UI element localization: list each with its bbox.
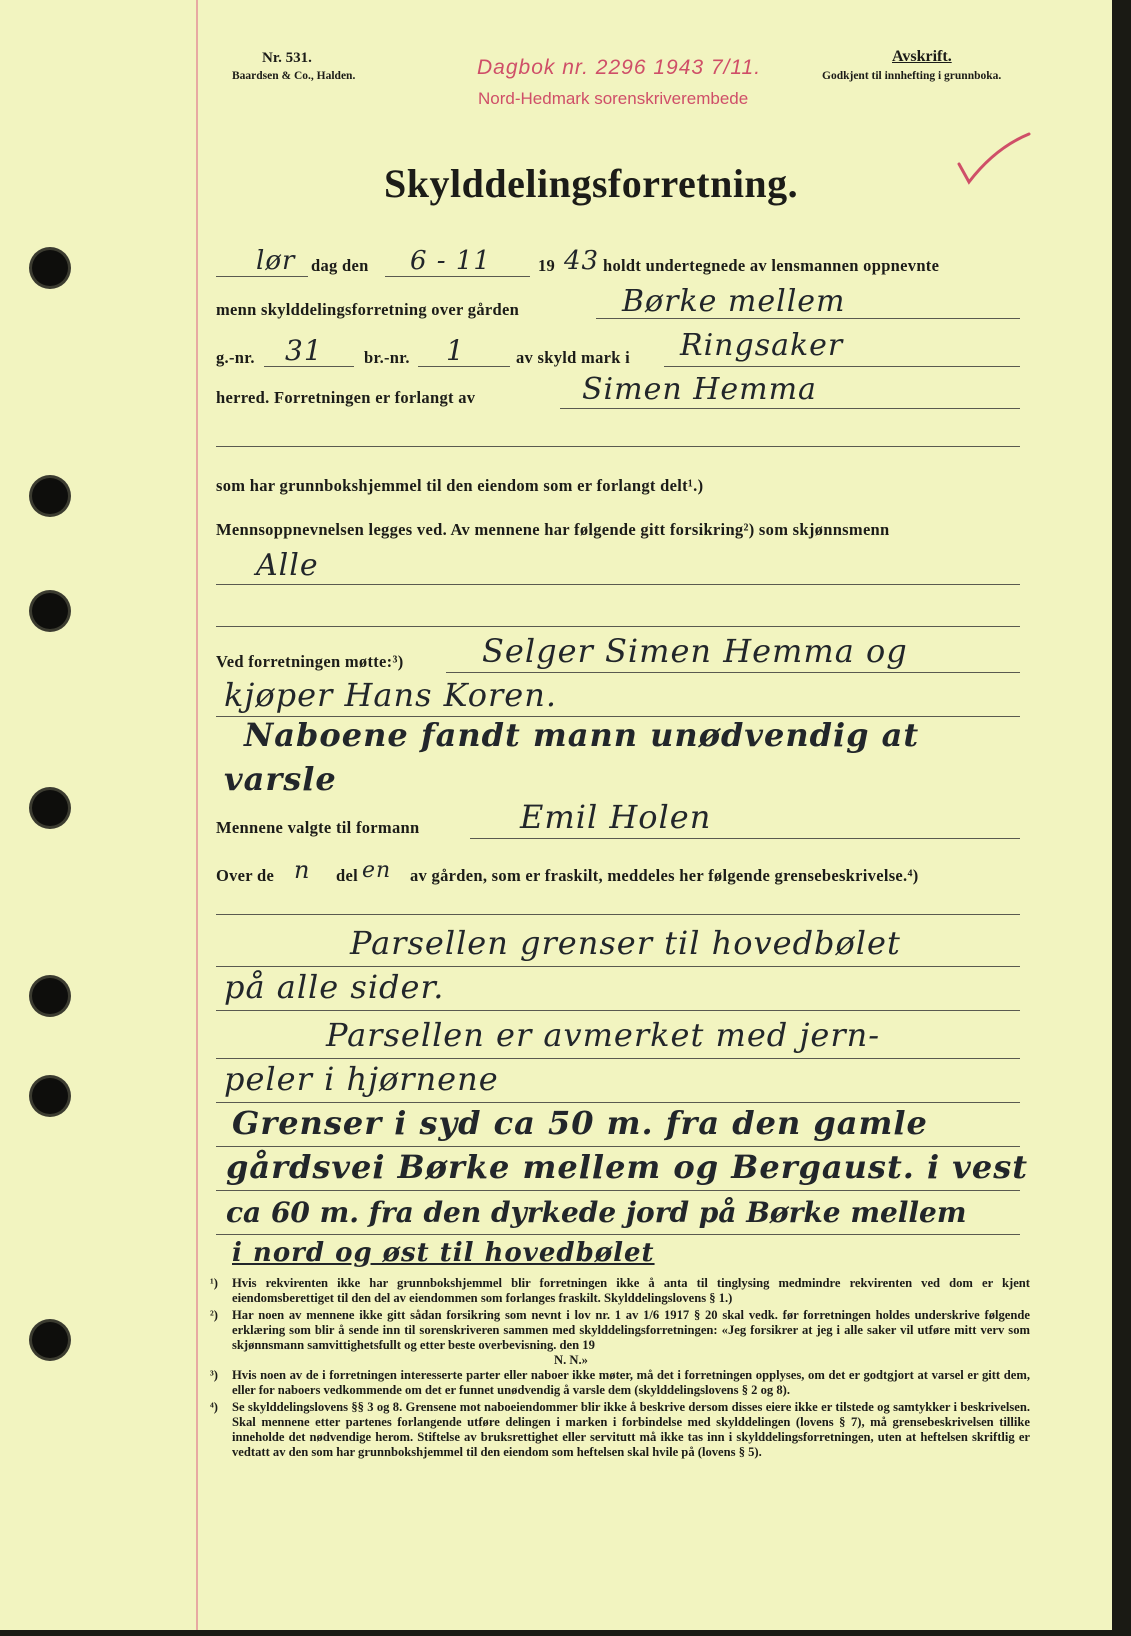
margin-line bbox=[196, 0, 198, 1630]
description-rule-7 bbox=[216, 1234, 1020, 1235]
footnote-text: Hvis rekvirenten ikke har grunnbokshjemmel blir forretningen ikke å anta til tinglysing medmindre rekvirenten ved dom er kjent eiendomsberettiget til den del av eiendommen som forlanges fraskilt. Skylddelingslovens § 1.) bbox=[232, 1276, 1030, 1305]
footnote-text: Se skylddelingslovens §§ 3 og 8. Grensene mot naboeiendommer blir ikke å beskrive dersom disses eiere ikke er tilstede og samtykker i beskrivelsen. Skal mennene etter partenes forlangende utføre delingen i marken i forbindelse med skylddelingen (lovens § 7), må grensebeskrivelsen tillike inneholde det nødvendige herom. Stiftelse av bruksrettighet eller servitutt må ikke tas inn i skylddelingsforretningen, uten at heftelsen skriftlig er vedtatt av den som har grunnbokshjemmel til den eiendom som heftelsen skal hvile på (lovens § 5). bbox=[232, 1400, 1030, 1459]
description-line-6: gårdsvei Børke mellem og Bergaust. i vest bbox=[226, 1148, 1029, 1186]
footnote-number: ³) bbox=[210, 1368, 218, 1382]
printer-name: Baardsen & Co., Halden. bbox=[232, 70, 356, 82]
footnote-number: ¹) bbox=[210, 1276, 218, 1290]
weekday-handwritten: lør bbox=[256, 246, 296, 276]
date-handwritten: 6 - 11 bbox=[410, 246, 491, 276]
skyld-label: av skyld mark i bbox=[516, 348, 631, 367]
punch-hole bbox=[32, 478, 68, 514]
form-number: Nr. 531. bbox=[262, 50, 312, 66]
del-handwritten: en bbox=[362, 858, 392, 883]
footnote bbox=[210, 1400, 1030, 1460]
gnr-line bbox=[264, 366, 354, 367]
copy-label: Avskrift. bbox=[892, 48, 952, 65]
description-line-7: ca 60 m. fra den dyrkede jord på Børke mellem bbox=[226, 1196, 967, 1229]
municipality-handwritten: Ringsaker bbox=[680, 328, 844, 363]
requester-line bbox=[560, 408, 1020, 409]
gnr-label: g.-nr. bbox=[216, 348, 255, 367]
farm-handwritten: Børke mellem bbox=[622, 284, 846, 319]
hjemmel-text: som har grunnbokshjemmel til den eiendom som er forlangt delt¹.) bbox=[216, 476, 704, 495]
blank-line bbox=[216, 446, 1020, 447]
chairman-handwritten: Emil Holen bbox=[520, 798, 712, 836]
brnr-handwritten: 1 bbox=[446, 334, 465, 367]
farm-label: menn skylddelingsforretning over gården bbox=[216, 300, 520, 319]
description-line-1: Parsellen grenser til hovedbølet bbox=[350, 924, 901, 962]
chairman-label: Mennene valgte til formann bbox=[216, 818, 420, 837]
intro-text: holdt undertegnede av lensmannen oppnevnte bbox=[603, 256, 940, 275]
description-line-8: i nord og øst til hovedbølet bbox=[232, 1238, 655, 1268]
description-rule-3 bbox=[216, 1058, 1020, 1059]
description-line-2: på alle sider. bbox=[224, 968, 445, 1006]
description-rule-4 bbox=[216, 1102, 1020, 1103]
blank-line-2 bbox=[216, 626, 1020, 627]
year-prefix: 19 bbox=[538, 256, 556, 275]
over-de-handwritten: n bbox=[294, 856, 311, 884]
requester-label: herred. Forretningen er forlangt av bbox=[216, 388, 476, 407]
day-label: dag den bbox=[311, 256, 369, 275]
punch-hole bbox=[32, 790, 68, 826]
page-title: Skylddelingsforretning. bbox=[384, 161, 799, 206]
date-line bbox=[385, 276, 530, 277]
description-rule-1 bbox=[216, 966, 1020, 967]
weekday-line bbox=[216, 276, 308, 277]
requester-handwritten: Simen Hemma bbox=[582, 372, 817, 407]
footnote-number: ⁴) bbox=[210, 1400, 218, 1414]
footnote bbox=[210, 1353, 1030, 1368]
footnote-text: Hvis noen av de i forretningen interesserte parter eller naboer ikke møter, må det i forretningen opplyses, om det er godtgjort at varsel er gitt dem, eller for naboers vedkommende om det er funnet unødvendig å varsle dem (skylddelingslovens § 2 og 8). bbox=[232, 1368, 1030, 1397]
description-line-4: peler i hjørnene bbox=[224, 1060, 499, 1098]
punch-hole bbox=[32, 1322, 68, 1358]
punch-hole bbox=[32, 978, 68, 1014]
municipality-line bbox=[664, 366, 1020, 367]
footnote-number: ²) bbox=[210, 1308, 218, 1322]
punch-hole bbox=[32, 593, 68, 629]
court-stamp: Nord-Hedmark sorenskriverembede bbox=[478, 89, 749, 108]
approval-note: Godkjent til innhefting i grunnboka. bbox=[822, 70, 1002, 82]
description-line-5: Grenser i syd ca 50 m. fra den gamle bbox=[232, 1104, 928, 1142]
footnote bbox=[210, 1368, 1030, 1398]
footnote bbox=[210, 1276, 1030, 1306]
description-rule-5 bbox=[216, 1146, 1020, 1147]
brnr-label: br.-nr. bbox=[364, 348, 410, 367]
attendees-label: Ved forretningen møtte:³) bbox=[216, 652, 404, 671]
farm-line bbox=[596, 318, 1020, 319]
footnote-number bbox=[210, 1353, 232, 1368]
description-rule-2 bbox=[216, 1010, 1020, 1011]
boundary-intro: av gården, som er fraskilt, meddeles her følgende grensebeskrivelse.⁴) bbox=[410, 866, 919, 885]
attendees-line-3: Naboene fandt mann unødvendig at bbox=[244, 716, 920, 754]
footnote-text: Har noen av mennene ikke gitt sådan forsikring som nevnt i lov nr. 1 av 1/6 1917 § 20 skal vedk. før forretningen holdes underskrive følgende erklæring som blir å sende inn til sorenskriveren sammen med skylddelingsforretningen: «Jeg forsikrer at jeg i alle saker vil utføre mitt verv som skjønnsmann samvittighetsfullt og etter beste overbevisning. den 19 bbox=[232, 1308, 1030, 1352]
description-rule-6 bbox=[216, 1190, 1020, 1191]
footnotes bbox=[210, 1276, 1030, 1460]
journal-stamp: Dagbok nr. 2296 1943 7/11. bbox=[477, 56, 762, 79]
brnr-line bbox=[418, 366, 510, 367]
del-label: del bbox=[336, 866, 358, 885]
mennsoppnevnelse-text: Mennsoppnevnelsen legges ved. Av mennene har følgende gitt forsikring²) som skjønnsmenn bbox=[216, 520, 890, 539]
description-line-3: Parsellen er avmerket med jern- bbox=[326, 1016, 881, 1054]
attendees-rule-1 bbox=[446, 672, 1020, 673]
footnote-signature: N. N.» bbox=[554, 1353, 588, 1367]
over-de-label: Over de bbox=[216, 866, 275, 885]
year-handwritten: 43 bbox=[564, 246, 600, 276]
gnr-handwritten: 31 bbox=[285, 334, 323, 367]
punch-hole bbox=[32, 1078, 68, 1114]
attendees-line-2: kjøper Hans Koren. bbox=[224, 676, 557, 714]
skjonnsmenn-line bbox=[216, 584, 1020, 585]
skjonnsmenn-handwritten: Alle bbox=[256, 548, 319, 583]
footnote bbox=[210, 1308, 1030, 1353]
punch-hole bbox=[32, 250, 68, 286]
attendees-line-1: Selger Simen Hemma og bbox=[482, 632, 908, 670]
attendees-line-4: varsle bbox=[224, 760, 337, 798]
chairman-line bbox=[470, 838, 1020, 839]
checkmark-icon bbox=[955, 128, 1035, 198]
blank-line-3 bbox=[216, 914, 1020, 915]
